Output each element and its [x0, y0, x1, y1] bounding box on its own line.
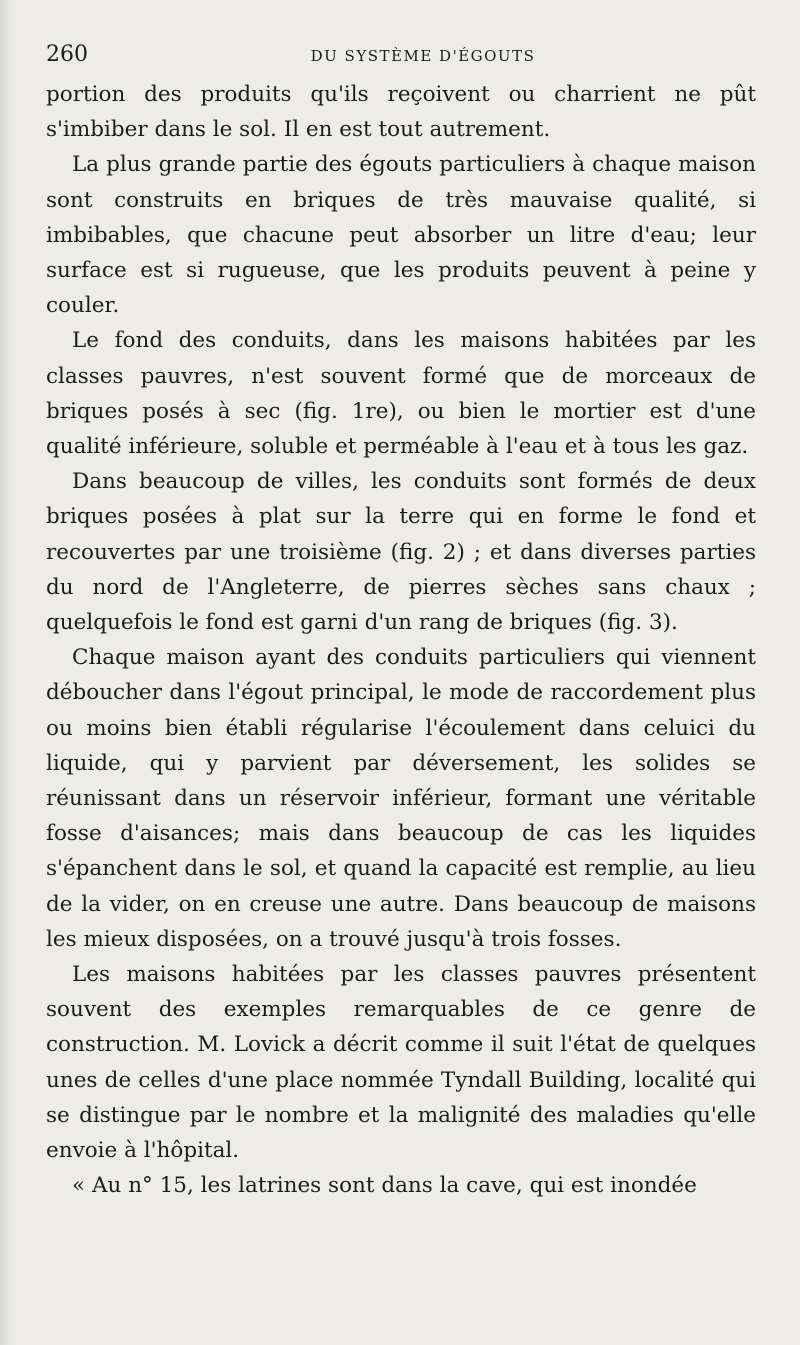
paragraph: Chaque maison ayant des conduits particuliers qui viennent déboucher dans l'égout principal, le mode de raccordement plus ou moins bien établi régularise l'écoulement dans celuici du liquide, qui y parvient par déversement, les solides se réunissant dans un réservoir inférieur, formant une véritable fosse d'aisances; mais dans beaucoup de cas les liquides s'épanchent dans le sol, et quand la capacité est remplie, au lieu de la vider, on en creuse une autre. Dans beaucoup de maisons les mieux disposées, on a trouvé jusqu'à trois fosses. — [46, 645, 756, 952]
paragraph: La plus grande partie des égouts particuliers à chaque maison sont construits en briques de très mauvaise qualité, si imbibables, que chacune peut absorber un litre d'eau; leur surface est si rugueuse, que les produits peuvent à peine y couler. — [46, 152, 756, 319]
paragraph: Le fond des conduits, dans les maisons habitées par les classes pauvres, n'est souvent formé que de morceaux de briques posés à sec (fig. 1re), ou bien le mortier est d'une qualité inférieure, soluble et perméable à l'eau et à tous les gaz. — [46, 328, 756, 460]
page-gutter-shadow — [0, 0, 14, 1345]
paragraph-quote-start: « Au n° 15, les latrines sont dans la cave, qui est inondée — [72, 1173, 697, 1199]
paragraph-continuation: portion des produits qu'ils reçoivent ou charrient ne pût s'imbiber dans le sol. Il en est tout autrement. — [46, 82, 756, 143]
running-title: DU SYSTÈME D'ÉGOUTS — [310, 47, 536, 65]
page-number: 260 — [46, 42, 88, 67]
paragraph: Les maisons habitées par les classes pauvres présentent souvent des exemples remarquables de ce genre de construction. M. Lovick a décrit comme il suit l'état de quelques unes de celles d'une place nommée Tyndall Building, localité qui se distingue par le nombre et la malignité des maladies qu'elle envoie à l'hôpital. — [46, 962, 756, 1164]
paragraph: Dans beaucoup de villes, les conduits sont formés de deux briques posées à plat sur la terre qui en forme le fond et recouvertes par une troisième (fig. 2) ; et dans diverses parties du nord de l'Angleterre, de pierres sèches sans chaux ; quelquefois le fond est garni d'un rang de briques (fig. 3). — [46, 469, 756, 636]
body-text — [46, 77, 756, 1204]
page-header — [46, 40, 760, 76]
